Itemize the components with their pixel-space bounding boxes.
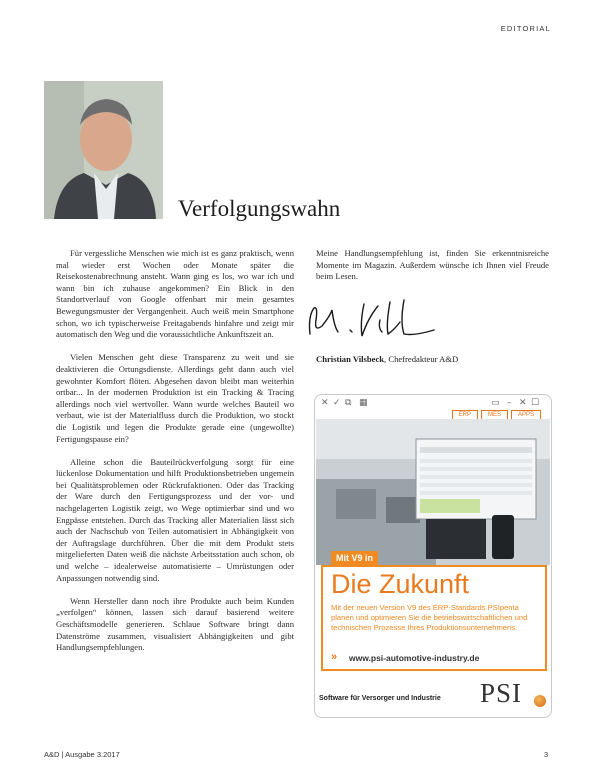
logo-dot-icon <box>534 695 546 707</box>
ad-link[interactable]: www.psi-automotive-industry.de <box>349 653 480 663</box>
psi-logo: PSI <box>480 678 523 708</box>
paragraph: Wenn Hersteller dann noch ihre Produkte auch beim Kunden „verfolgen“ können, lassen sich darauf basierend weitere Geschäftsmodelle generieren. Schlaue Software bringt dann Datenströme zusammen, visualisiert Abhängigkeiten und gibt Handlungsempfehlungen. <box>56 595 294 653</box>
ad-tabs <box>452 410 541 419</box>
paragraph: Für vergessliche Menschen wie mich ist es ganz praktisch, wenn mal wieder erst Wochen oder Monate später die Reisekostenabrechnung ansteht. Wann ging es los, wo war ich und wann bin ich zuhause angekommen? Ein Blick in den Standortverlauf von Google offenbart mir mein gesamtes Bewegungsmuster der Vergangenheit. Auch weiß mein Smartphone schon, wo ich typischerweise Freitagabends hinfahre und zeigt mir automatisch den Weg und die voraussichtliche Ankunftszeit an. <box>56 248 294 340</box>
close-icon: ✕ <box>519 398 527 408</box>
left-column <box>56 248 294 665</box>
tab-apps: APPS <box>511 410 541 419</box>
folder-icon: ▭ <box>491 398 500 408</box>
ad-body: Mit der neuen Version V9 des ERP-Standards PSIpenta planen und optimieren Sie die betriebswirtschaftlichen und technischen Prozesse Ihres Produktionsunternehmens. <box>331 603 528 632</box>
check-icon: ✓ <box>333 398 341 408</box>
author-photo <box>44 81 163 219</box>
tab-mes: MES <box>481 410 508 419</box>
ad-textbox <box>321 565 547 671</box>
footer-issue: A&D | Ausgabe 3.2017 <box>44 750 120 759</box>
factory-image <box>316 419 550 565</box>
ad-tagline: Software für Versorger und Industrie <box>319 695 441 702</box>
minimize-icon: – <box>507 398 512 408</box>
paragraph: Meine Handlungsempfehlung ist, finden Sie erkenntnisreiche Momente im Magazin. Außerdem wünsche ich Ihnen viel Freude beim Lesen. <box>316 248 549 282</box>
tab-erp: ERP <box>452 410 478 419</box>
portrait-image <box>44 81 163 219</box>
ad-headline: Die Zukunft <box>331 569 470 599</box>
author-role: , Chefredakteur A&D <box>384 354 459 364</box>
copy-icon: ⧉ <box>345 398 352 408</box>
right-column <box>316 248 549 294</box>
ad-badge: Mit V9 in <box>331 551 378 565</box>
article-title: Verfolgungswahn <box>178 196 341 221</box>
page-number: 3 <box>544 750 549 759</box>
paragraph: Alleine schon die Bauteilrückverfolgung sorgt für eine lückenlose Dokumentation und hilft Produktionsbetrieben ungemein bei Qualitätsproblemen oder Rückrufaktionen. Oder das Tracking der Ware durch den Fertigungsprozess und der vor- und nachgelagerten Logistik zeigt, wo Wege optimierbar sind und wo Engpässe entstehen. Durch das Tracking aller Materialien lässt sich auch der Nachschub von Teilen automatisiert in Abhängigkeit von der Auftragslage durchführen. Über die mit dem Produkt stets mitgelieferten Daten weiß die nächste Arbeitsstation auch schon, ob und welche – idealerweise automatisierte – Umrüstungen oder Anpassungen notwendig sind. <box>56 456 294 583</box>
signature <box>304 296 444 344</box>
close-icon: ✕ <box>321 398 329 408</box>
paragraph: Vielen Menschen geht diese Transparenz zu weit und sie deaktivieren die Ortungsdienste. Allerdings geht dann auch viel gewohnter Komfort flöten. Abgesehen davon bleibt man weiterhin ortbar... In der modernen Produktion ist ein Tracking & Tracing allerdings noch viel wertvoller. Wann wurde welches Bauteil wo verbaut, wie ist der Materialfluss durch die Produktion, wo stockt die Logistik und legen die Produkte gerade eine (ungewollte) Fertigungspause ein? <box>56 352 294 444</box>
section-label: EDITORIAL <box>500 24 551 33</box>
arrow-icon: » <box>331 651 338 663</box>
author-name: Christian Vilsbeck <box>316 354 385 364</box>
checkbox-icon: ☐ <box>531 398 540 408</box>
author-line <box>316 354 458 364</box>
grid-icon: ▦ <box>359 398 368 408</box>
psi-advertisement[interactable] <box>314 394 552 718</box>
